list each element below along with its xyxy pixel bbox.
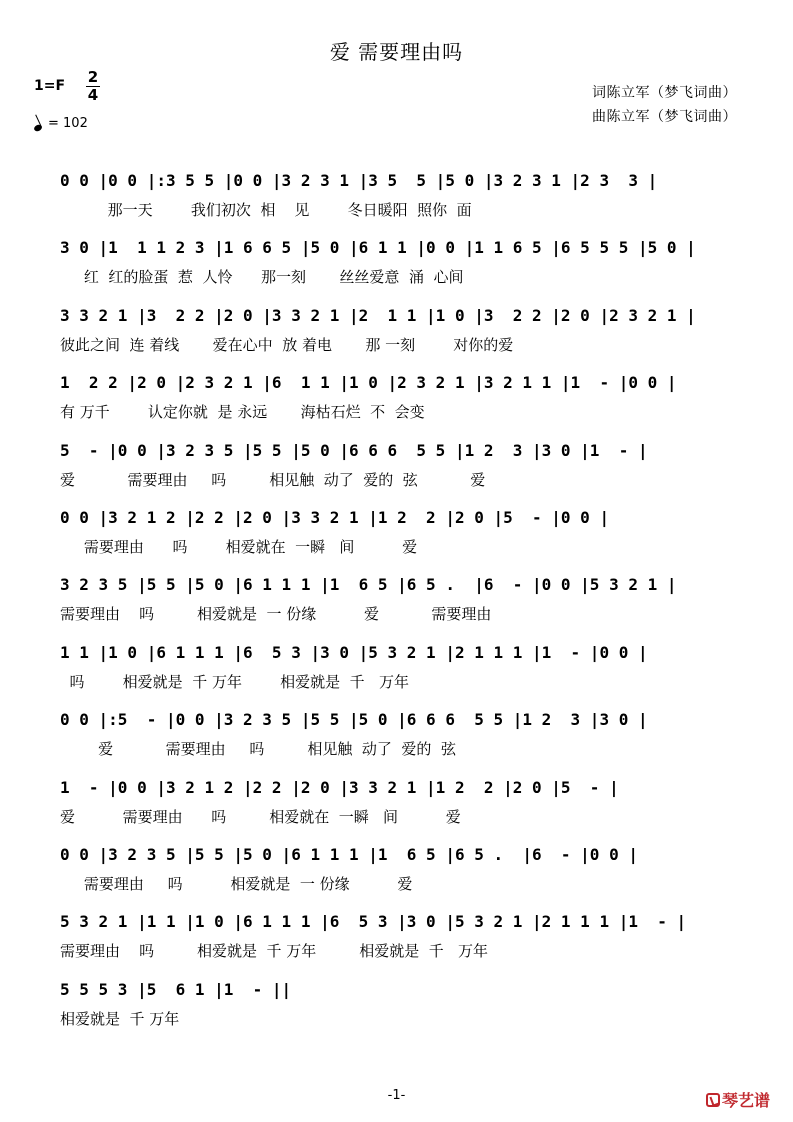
lyrics-line: 那一天 我们初次 相 见 冬日暖阳 照你 面 xyxy=(60,201,472,219)
page-number: -1- xyxy=(387,1088,406,1103)
tempo-marking xyxy=(34,116,88,131)
score-system xyxy=(60,237,750,287)
lyrics-line: 有 万千 认定你就 是 永远 海枯石烂 不 会变 xyxy=(60,403,425,422)
score-system xyxy=(60,507,750,557)
score-system xyxy=(60,911,750,961)
logo-mark-icon xyxy=(706,1093,720,1107)
quarter-note-icon xyxy=(33,124,43,133)
notation-line: 1 - |0 0 |3 2 1 2 |2 2 |2 0 |3 3 2 1 |1 2 2 |2 0 |5 - | xyxy=(60,777,619,797)
lyrics-line: 爱 需要理由 吗 相爱就在 一瞬 间 爱 xyxy=(60,807,461,826)
notation-line: 0 0 |0 0 |:3 5 5 |0 0 |3 2 3 1 |3 5 5 |5 0 |3 2 3 1 |2 3 3 | xyxy=(60,171,658,190)
lyrics-line: 需要理由 吗 相爱就在 一瞬 间 爱 xyxy=(60,538,418,556)
lyrics-line: 吗 相爱就是 千 万年 相爱就是 千 万年 xyxy=(60,672,409,691)
notation-line: 5 - |0 0 |3 2 3 5 |5 5 |5 0 |6 6 6 5 5 |1 2 3 |3 0 |1 - | xyxy=(60,440,648,460)
lyrics-line: 需要理由 吗 相爱就是 一 份缘 爱 需要理由 xyxy=(60,605,492,624)
notation-line: 3 3 2 1 |3 2 2 |2 0 |3 3 2 1 |2 1 1 |1 0 |3 2 2 |2 0 |2 3 2 1 | xyxy=(60,305,696,325)
notation-line: 3 0 |1 1 1 2 3 |1 6 6 5 |5 0 |6 1 1 |0 0 |1 1 6 5 |6 5 5 5 |5 0 | xyxy=(60,238,696,258)
notation-line: 3 2 3 5 |5 5 |5 0 |6 1 1 1 |1 6 5 |6 5 . |6 - |0 0 |5 3 2 1 | xyxy=(60,575,677,595)
score-system xyxy=(60,170,750,220)
score-system xyxy=(60,642,750,692)
score-system xyxy=(60,372,750,422)
lyrics-line: 需要理由 吗 相爱就是 一 份缘 爱 xyxy=(60,875,413,893)
notation-line: 1 1 |1 0 |6 1 1 1 |6 5 3 |3 0 |5 3 2 1 |2 1 1 1 |1 - |0 0 | xyxy=(60,642,648,662)
lyrics-line: 相爱就是 千 万年 xyxy=(60,1009,180,1028)
score-system xyxy=(60,305,750,355)
lyrics-line: 爱 需要理由 吗 相见触 动了 爱的 弦 爱 xyxy=(60,470,486,489)
lyrics-line: 彼此之间 连 着线 爱在心中 放 着电 那 一刻 对你的爱 xyxy=(60,335,514,354)
notation-line: 5 3 2 1 |1 1 |1 0 |6 1 1 1 |6 5 3 |3 0 |5 3 2 1 |2 1 1 1 |1 - | xyxy=(60,912,687,932)
score-system xyxy=(60,440,750,490)
score-system xyxy=(60,709,750,759)
key-signature: 1=F xyxy=(34,78,66,94)
logo-text: 琴艺谱 xyxy=(722,1091,771,1110)
notation-line: 0 0 |:5 - |0 0 |3 2 3 5 |5 5 |5 0 |6 6 6 5 5 |1 2 3 |3 0 | xyxy=(60,710,648,730)
time-signature-numerator: 2 xyxy=(87,68,99,86)
time-signature xyxy=(86,70,100,103)
lyrics-line: 需要理由 吗 相爱就是 千 万年 相爱就是 千 万年 xyxy=(60,942,489,961)
score-system xyxy=(60,979,750,1029)
lyricist-credit: 词陈立军（梦飞词曲） xyxy=(592,85,737,101)
score-system xyxy=(60,777,750,827)
time-signature-denominator: 4 xyxy=(87,86,99,104)
notation-line: 5 5 5 3 |5 6 1 |1 - || xyxy=(60,979,292,999)
score-system xyxy=(60,844,750,894)
score-system xyxy=(60,574,750,624)
notation-line: 1 2 2 |2 0 |2 3 2 1 |6 1 1 |1 0 |2 3 2 1 |3 2 1 1 |1 - |0 0 | xyxy=(60,373,677,393)
notation-line: 0 0 |3 2 3 5 |5 5 |5 0 |6 1 1 1 |1 6 5 |6 5 . |6 - |0 0 | xyxy=(60,845,638,864)
composer-credit: 曲陈立军（梦飞词曲） xyxy=(592,109,737,125)
notation-line: 0 0 |3 2 1 2 |2 2 |2 0 |3 3 2 1 |1 2 2 |2 0 |5 - |0 0 | xyxy=(60,508,610,527)
lyrics-line: 红 红的脸蛋 惹 人怜 那一刻 丝丝爱意 涌 心间 xyxy=(60,268,464,287)
tempo-value: = 102 xyxy=(48,116,88,131)
lyrics-line: 爱 需要理由 吗 相见触 动了 爱的 弦 xyxy=(60,740,456,759)
score-title: 爱 需要理由吗 xyxy=(329,40,464,64)
site-logo xyxy=(706,1088,770,1111)
